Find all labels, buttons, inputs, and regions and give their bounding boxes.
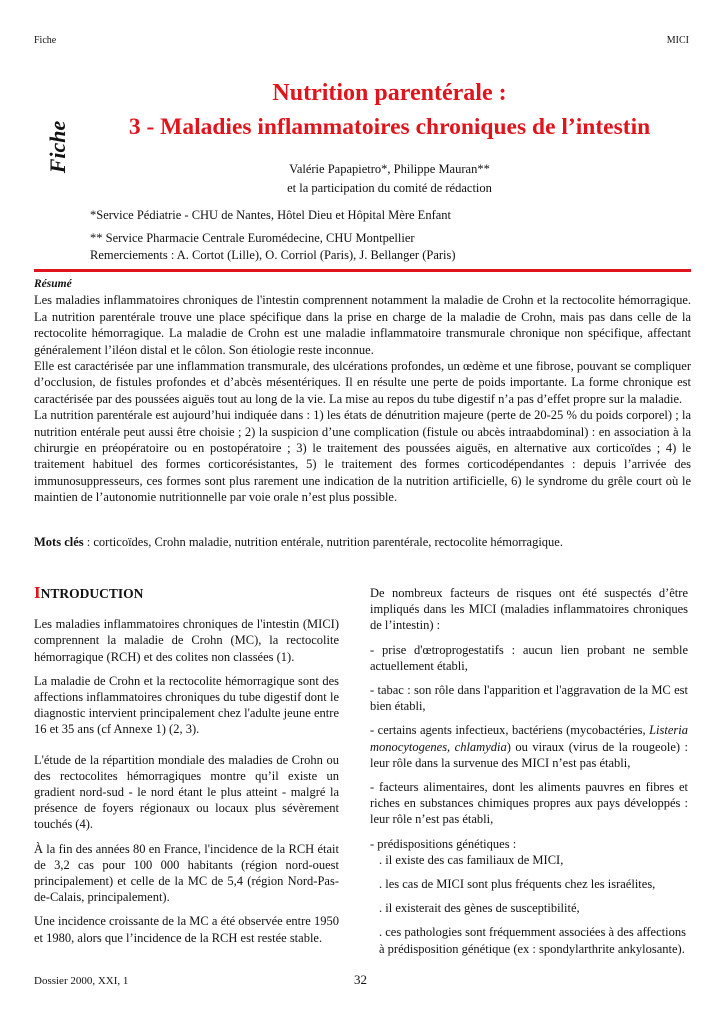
red-divider [34, 269, 691, 272]
section-heading-initial: I [34, 583, 41, 602]
authors-line1: Valérie Papapietro*, Philippe Mauran** [289, 162, 490, 176]
header-left: Fiche [34, 35, 57, 46]
intro-paragraph-4: À la fin des années 80 en France, l'incidence de la RCH était de 3,2 cas pour 100 000 habitants (région nord-ouest principalement) et celle de la MC de 5,4 (région Nord-Pas-de-Calais, principalement). [34, 841, 339, 905]
right-column [370, 585, 688, 965]
intro-paragraph-3: L'étude de la répartition mondiale des maladies de Crohn ou des rectocolites hémorragiques montre qu’il existe un gradient nord-sud - le nord étant le plus atteint - malgré la présence de foyers régionaux ou locaux plus sévèrement touchés (4). [34, 752, 339, 832]
section-heading-rest: NTRODUCTION [40, 586, 144, 601]
risk-item-contraceptives: - prise d'œtroprogestatifs : aucun lien probant ne semble actuellement établi, [370, 642, 688, 673]
authors-line2: et la participation du comité de rédaction [287, 181, 492, 195]
risk-item-food: - facteurs alimentaires, dont les aliments pauvres en fibres et riches en substances chimiques propres aux pays développés : leur rôle n’est pas établi, [370, 780, 688, 827]
keywords [34, 535, 691, 550]
authors [90, 160, 689, 198]
genetic-sub-4: . ces pathologies sont fréquemment associées à des affections à prédisposition génétique (ex : spondylarthrite ankylosante). [379, 925, 686, 956]
section-heading [34, 585, 339, 602]
risk-item-infectious [370, 722, 688, 771]
genetic-sub-2: . les cas de MICI sont plus fréquents chez les israélites, [379, 877, 656, 892]
affiliation-2: ** Service Pharmacie Centrale Euromédecine, CHU Montpellier [90, 231, 415, 245]
page-number: 32 [354, 972, 367, 987]
genetic-sub-3: . il existerait des gènes de susceptibilité, [379, 901, 580, 916]
affiliation-1: *Service Pédiatrie - CHU de Nantes, Hôtel Dieu et Hôpital Mère Enfant [90, 208, 451, 222]
sidebar-label-text: Fiche [45, 120, 70, 174]
abstract [34, 276, 691, 506]
abstract-paragraph-1: Les maladies inflammatoires chroniques de l'intestin comprennent notamment la maladie de Crohn et la rectocolite hémorragique. La nutrition parentérale trouve une place spécifique dans la prise en charge de la maladie de Crohn, mais pas dans celle de la rectocolite hémorragique. La maladie de Crohn est une maladie inflammatoire transmurale chronique non spécifique, affectant généralement l’iléon distal et le côlon. Son étiologie reste inconnue. [34, 293, 691, 357]
left-column [34, 585, 339, 954]
intro-paragraph-1: Les maladies inflammatoires chroniques de l'intestin (MICI) comprennent la maladie de Crohn (MC), la rectocolite hémorragique (RCH) et des colites non classées (1). [34, 617, 339, 664]
intro-paragraph-2: La maladie de Crohn et la rectocolite hémorragique sont des affections inflammatoires chroniques du tube digestif dont le diagnostic intervient principalement chez l'adulte jeune entre 16 et 35 ans (cf Annexe 1) (2, 3). [34, 673, 339, 737]
footer-citation: Dossier 2000, XXI, 1 [34, 975, 129, 987]
abstract-paragraph-3: La nutrition parentérale est aujourd’hui indiquée dans : 1) les états de dénutrition majeure (perte de 20-25 % du poids corporel) ; la nutrition entérale peut aussi être choisie ; 2) la suspicion d’une complication (fistule ou abcès intraabdominal) : en association à la chirurgie en préopératoire ou en postopératoire ; 3) le traitement des poussées aiguës, en alternative aux corticoïdes ; 4) le traitement habituel des formes corticorésistantes, 5) le traitement des formes corticodépendantes : depuis l’arrivée des immunosuppresseurs, ces formes sont plus rarement une indication de la nutrition artificielle, 6) le syndrome du grêle court où le maintien de l’autonomie nutritionnelle par voie orale n’est plus possible. [34, 408, 691, 505]
abstract-heading: Résumé [34, 278, 72, 290]
risk-item-genetic: - prédispositions génétiques : [370, 836, 517, 851]
risk-item-infectious-italic: Listeria monocytogenes, chlamydia [370, 723, 688, 754]
risk-item-infectious-b: ) ou viraux (virus de la rougeole) : leur rôle dans la survenue des MICI n’est pas établi, [370, 739, 688, 770]
acknowledgements: Remerciements : A. Cortot (Lille), O. Corriol (Paris), J. Bellanger (Paris) [90, 248, 456, 262]
header-right: MICI [666, 35, 689, 46]
title-line1: Nutrition parentérale : [272, 80, 507, 106]
keywords-label: Mots clés [34, 535, 84, 549]
risk-intro: De nombreux facteurs de risques ont été suspectés d’être impliqués dans les MICI (maladies inflammatoires chroniques de l’intestin) : [370, 586, 688, 633]
keywords-text: : corticoïdes, Crohn maladie, nutrition entérale, nutrition parentérale, rectocolite hémorragique. [83, 535, 563, 549]
risk-item-tobacco: - tabac : son rôle dans l'apparition et l'aggravation de la MC est bien établi, [370, 683, 688, 714]
intro-paragraph-5: Une incidence croissante de la MC a été observée entre 1950 et 1980, alors que l’incidence de la RCH est restée stable. [34, 914, 339, 945]
genetic-sub-1: . il existe des cas familiaux de MICI, [379, 852, 564, 867]
sidebar-label [40, 112, 76, 182]
risk-item-infectious-a: - certains agents infectieux, bactériens (mycobactéries, [370, 723, 650, 738]
abstract-paragraph-2: Elle est caractérisée par une inflammation transmurale, des ulcérations profondes, un œdème et une fibrose, pouvant se compliquer d’occlusion, de fistules profondes et d’abcès mésentériques. Il en résulte une perte de poids importante. La forme chronique est caractérisée par des poussées aiguës tout au long de la vie. La mise au repos du tube digestif n’a pas d’effet propre sur la maladie. [34, 359, 691, 406]
title-line2: 3 - Maladies inflammatoires chroniques de l’intestin [128, 114, 651, 140]
